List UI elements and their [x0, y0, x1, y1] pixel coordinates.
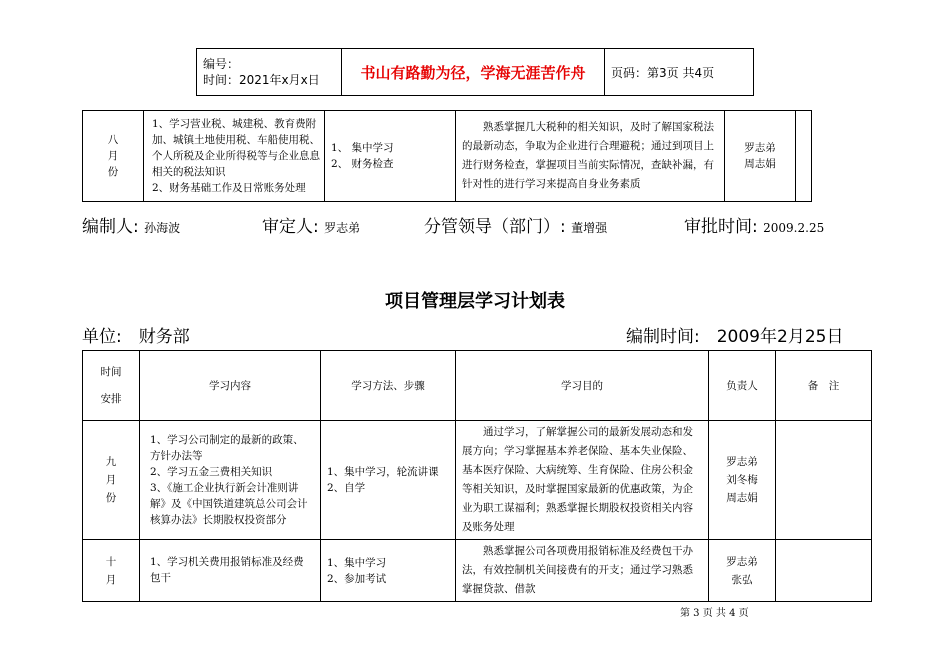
approve-label: 审批时间: — [684, 217, 758, 237]
page-title: 项目管理层学习计划表 — [385, 291, 565, 312]
content-cell: 1、学习营业税、城建税、教育费附加、城镇土地使用税、车船使用税、个人所税及企业所得税等与企业息息相关的税法知识 2、财务基础工作及日常账务处理 — [144, 111, 325, 202]
maker-label: 编制人: — [82, 217, 139, 237]
time-label: 时间：2021年x月x日 — [203, 73, 320, 87]
footer-page-number: 第 3 页 共 4 页 — [680, 608, 749, 619]
month-cell: 九 月 份 — [83, 421, 140, 540]
content-cell: 1、学习公司制定的最新的政策、方针办法等 2、学习五金三费相关知识 3、《施工企业执行新会计准则讲解》及《中国铁道建筑总公司会计核算办法》长期股权投资部分 — [140, 421, 321, 540]
maker-value: 孙海波 — [144, 221, 181, 235]
header-owner: 负责人 — [709, 351, 776, 421]
goal-cell: 熟悉掌握公司各项费用报销标准及经费包干办法，有效控制机关间接费有的开支；通过学习熟悉掌握贷款、借款 — [456, 540, 709, 602]
owner-cell: 罗志弟 刘冬梅 周志娟 — [709, 421, 776, 540]
table-header-row — [83, 351, 872, 421]
plan-table — [82, 350, 872, 602]
month-cell: 八 月 份 — [83, 111, 144, 202]
owner-cell: 罗志弟 张弘 — [709, 540, 776, 602]
approve-value: 2009.2.25 — [763, 221, 825, 235]
goal-cell: 熟悉掌握几大税种的相关知识，及时了解国家税法的最新动态，争取为企业进行合理避税；通过到项目上进行财务检查，掌握项目当前实际情况，查缺补漏，有针对性的进行学习来提高自身业务素质 — [456, 111, 725, 202]
unit-label: 单位: — [82, 327, 122, 347]
date-label: 编制时间: — [626, 327, 700, 347]
unit-line — [82, 322, 190, 347]
maker-sig — [82, 212, 180, 237]
date-value: 2009年2月25日 — [716, 327, 844, 347]
table-row — [83, 540, 872, 602]
goal-cell: 通过学习，了解掌握公司的最新发展动态和发展方向；学习掌握基本养老保险、基本失业保险、基本医疗保险、大病统筹、生育保险、住房公积金等相关知识，及时掌握国家最新的优惠政策，为企业为职工谋福利；熟悉掌握长期股权投资相关内容及账务处理 — [456, 421, 709, 540]
method-cell: 1、集中学习，轮流讲课 2、自学 — [321, 421, 456, 540]
date-line — [626, 322, 843, 347]
reviewer-label: 审定人: — [262, 217, 319, 237]
leader-value: 董增强 — [571, 221, 608, 235]
leader-sig — [424, 212, 607, 237]
table-row — [83, 421, 872, 540]
header-time: 时间 安排 — [83, 351, 140, 421]
method-cell: 1、 集中学习 2、 财务检查 — [325, 111, 456, 202]
note-cell — [776, 540, 872, 602]
table-row — [83, 111, 812, 202]
method-cell: 1、集中学习 2、参加考试 — [321, 540, 456, 602]
unit-value: 财务部 — [138, 327, 190, 347]
leader-label: 分管领导（部门）: — [424, 217, 566, 237]
motto: 书山有路勤为径，学海无涯苦作舟 — [342, 49, 605, 96]
header-content: 学习内容 — [140, 351, 321, 421]
page-label: 页码：第3页 共4页 — [605, 49, 754, 96]
plan-table-august — [82, 110, 812, 202]
owner-cell: 罗志弟 周志娟 — [725, 111, 796, 202]
document-header — [196, 48, 754, 96]
month-cell: 十 月 — [83, 540, 140, 602]
approve-sig — [684, 212, 824, 237]
header-note: 备 注 — [776, 351, 872, 421]
header-method: 学习方法、步骤 — [321, 351, 456, 421]
reviewer-value: 罗志弟 — [324, 221, 361, 235]
note-cell — [796, 111, 812, 202]
content-cell: 1、学习机关费用报销标准及经费包干 — [140, 540, 321, 602]
header-goal: 学习目的 — [456, 351, 709, 421]
number-label: 编号： — [203, 57, 240, 71]
header-meta — [197, 49, 342, 96]
note-cell — [776, 421, 872, 540]
reviewer-sig — [262, 212, 360, 237]
